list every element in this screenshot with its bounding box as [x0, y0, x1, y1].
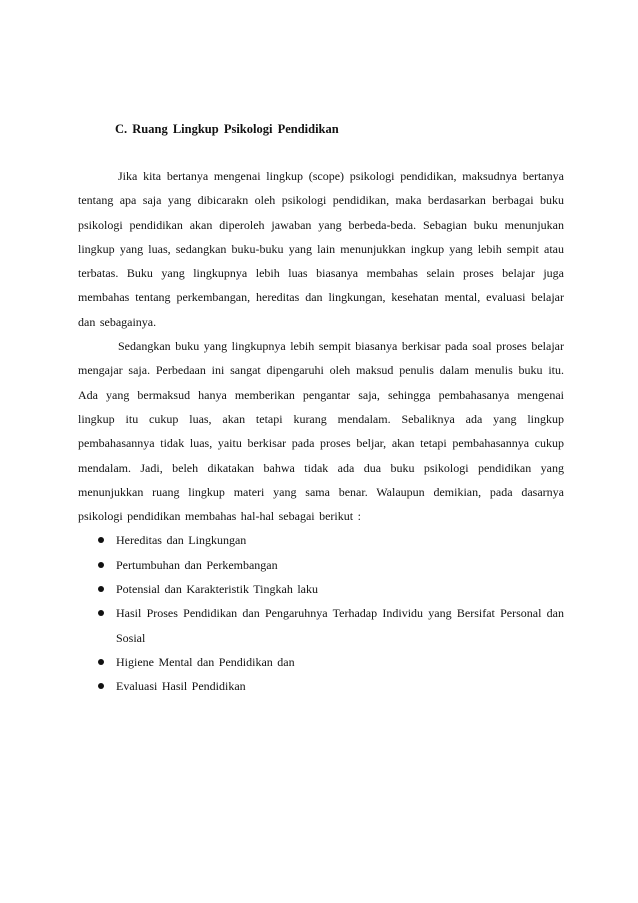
bullet-icon — [98, 683, 104, 689]
list-item — [78, 674, 564, 698]
body-text — [78, 164, 564, 699]
list-item-text: Pertumbuhan dan Perkembangan — [116, 557, 278, 572]
list-item-text: Evaluasi Hasil Pendidikan — [116, 679, 246, 694]
paragraph-scope-intro: Jika kita bertanya mengenai lingkup (scope) psikologi pendidikan, maksudnya bertanya tentang apa saja yang dibicarakn oleh psikologi pendidikan, maka berdasarkan berbagai buku psikologi pendidikan akan diperoleh jawaban yang berbeda-beda. Sebagian buku menunjukan lingkup yang luas, sedangkan buku-buku yang lain menunjukkan ingkup yang lebih sempit atau terbatas. Buku yang lingkupnya lebih luas biasanya membahas selain proses belajar juga membahas tentang perkembangan, hereditas dan lingkungan, kesehatan mental, evaluasi belajar dan sebagainya. — [78, 169, 564, 329]
list-item — [78, 577, 564, 601]
section-heading: C. Ruang Lingkup Psikologi Pendidikan — [115, 122, 339, 136]
list-item-text: Hasil Proses Pendidikan dan Pengaruhnya Terhadap Individu yang Bersifat Personal dan Sosial — [116, 606, 564, 645]
bullet-icon — [98, 586, 104, 592]
list-item — [78, 528, 564, 552]
bullet-icon — [98, 659, 104, 665]
list-item — [78, 601, 564, 650]
list-item-text: Potensial dan Karakteristik Tingkah laku — [116, 582, 318, 597]
bullet-icon — [98, 562, 104, 568]
scope-topic-list — [78, 528, 564, 698]
list-item — [78, 553, 564, 577]
bullet-icon — [98, 610, 104, 616]
paragraph-scope-narrow: Sedangkan buku yang lingkupnya lebih sempit biasanya berkisar pada soal proses belajar mengajar saja. Perbedaan ini sangat dipengaruhi oleh maksud penulis dalam menulis buku itu. Ada yang bermaksud hanya memberikan pengantar saja, sehingga pembahasanya mengenai lingkup itu cukup luas, akan tetapi kurang mendalam. Sebaliknya ada yang lingkup pembahasannya tidak luas, yaitu berkisar pada proses beljar, akan tetapi pembahasannya cukup mendalam. Jadi, beleh dikatakan bahwa tidak ada dua buku psikologi pendidikan yang menunjukkan ruang lingkup materi yang sama benar. Walaupun demikian, pada dasarnya psikologi pendidikan membahas hal-hal sebagai berikut : — [78, 339, 564, 524]
list-item-text: Hereditas dan Lingkungan — [116, 533, 247, 548]
list-item-text: Higiene Mental dan Pendidikan dan — [116, 654, 295, 669]
list-item — [78, 650, 564, 674]
bullet-icon — [98, 537, 104, 543]
